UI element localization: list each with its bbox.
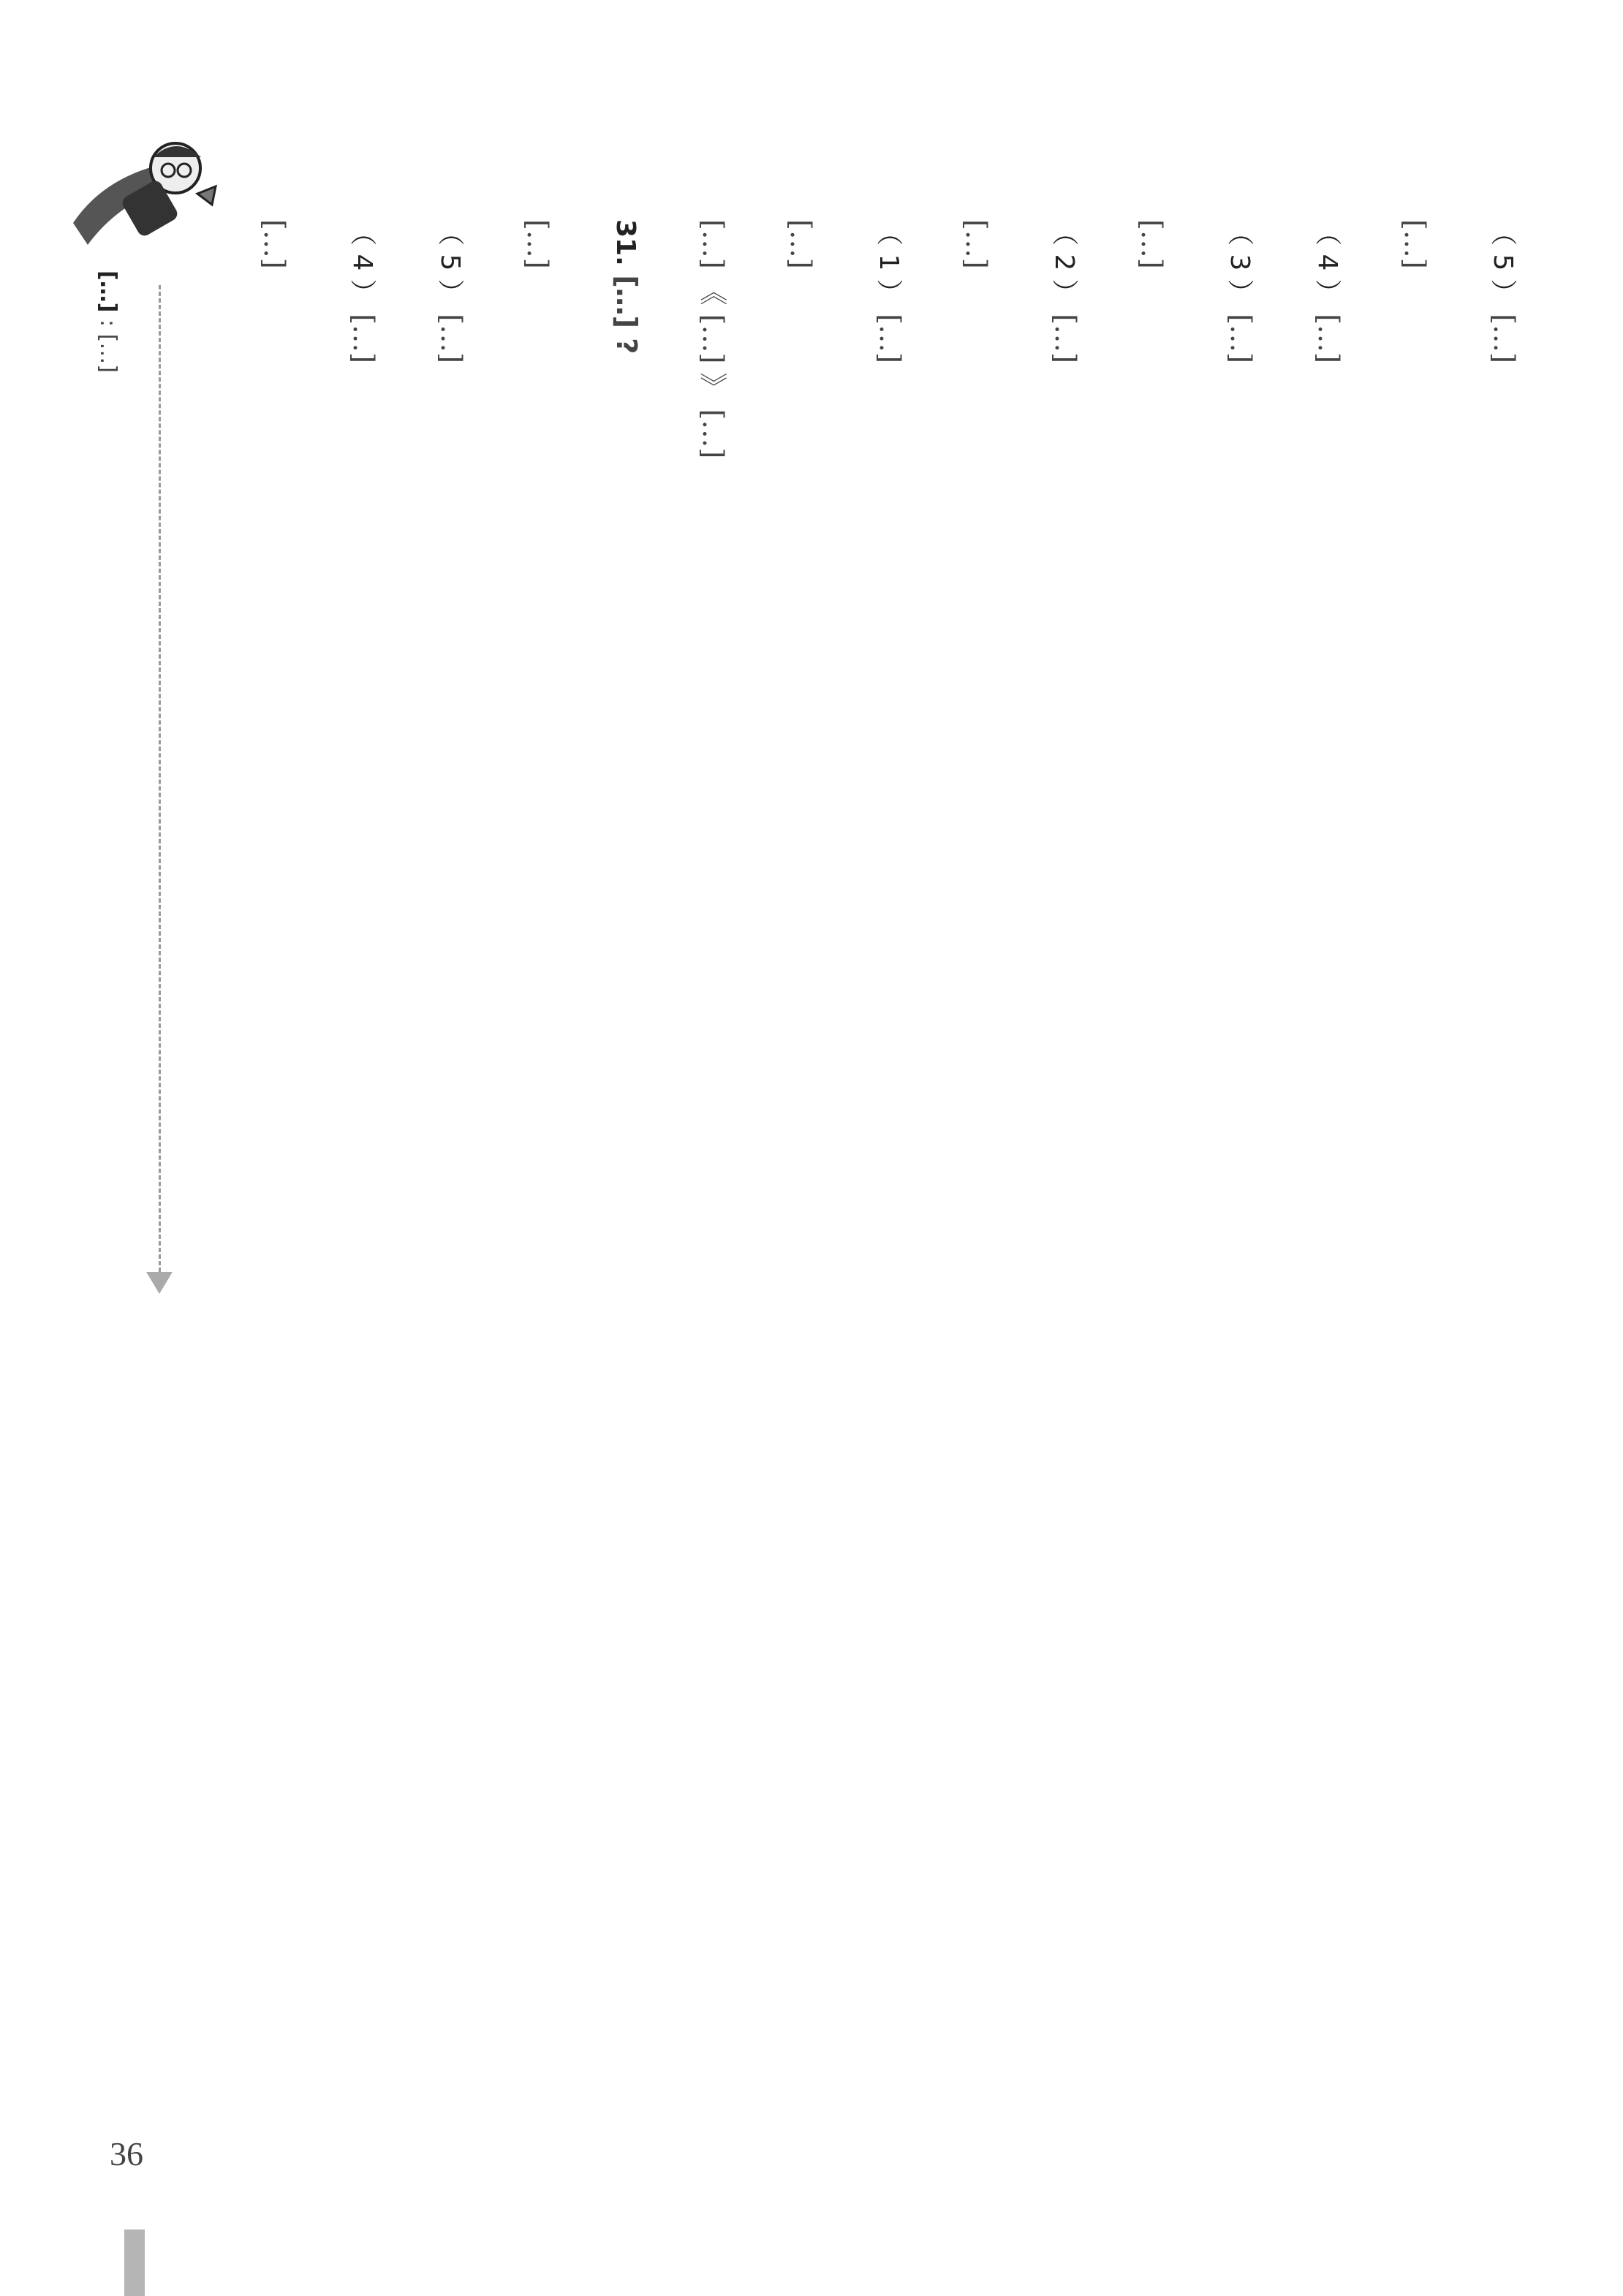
header-arrow-icon xyxy=(146,1272,173,1294)
column-text: […] 《 […] 》 […] xyxy=(697,219,729,459)
item-marker: （ 3 ） xyxy=(1225,219,1255,314)
text-column xyxy=(603,219,648,2193)
text-column xyxy=(1217,219,1263,2193)
column-text: […] ? xyxy=(610,275,643,355)
header-dashed-rule xyxy=(159,285,161,1272)
column-text: […] xyxy=(784,219,817,269)
text-column xyxy=(1042,219,1087,2193)
item-marker: （ 1 ） xyxy=(874,219,904,314)
item-marker: （ 5 ） xyxy=(435,219,465,314)
item-marker: （ 5 ） xyxy=(1488,219,1518,314)
mascot-illustration xyxy=(58,135,227,259)
text-column xyxy=(515,219,559,2193)
text-column xyxy=(954,219,998,2193)
header-title: […] xyxy=(95,270,121,313)
text-column xyxy=(252,219,296,2193)
text-column xyxy=(340,219,385,2193)
column-text: […] xyxy=(1135,219,1168,269)
column-text: […] xyxy=(435,314,467,363)
page-edge-tab xyxy=(124,2229,145,2296)
column-text: […] xyxy=(1225,314,1257,363)
item-marker: （ 4 ） xyxy=(1312,219,1342,314)
text-column xyxy=(428,219,473,2193)
text-column xyxy=(1130,219,1173,2193)
column-text: […] xyxy=(1399,219,1431,269)
column-text: […] xyxy=(1049,314,1081,363)
text-column xyxy=(779,219,822,2193)
text-column xyxy=(1305,219,1350,2193)
item-marker: 31. xyxy=(610,219,640,276)
running-header: […] : […] xyxy=(95,270,121,374)
column-text: […] xyxy=(347,314,379,363)
item-marker: （ 2 ） xyxy=(1049,219,1079,314)
column-text: […] xyxy=(258,219,290,269)
column-text: […] xyxy=(1488,314,1520,363)
column-text: […] xyxy=(874,314,906,363)
text-column xyxy=(1480,219,1526,2193)
header-subtitle: […] xyxy=(95,333,121,374)
column-text: […] xyxy=(1312,314,1344,363)
item-marker: （ 4 ） xyxy=(347,219,377,314)
text-column xyxy=(1393,219,1437,2193)
text-column xyxy=(866,219,912,2193)
column-text: […] xyxy=(960,219,992,269)
column-text: […] xyxy=(521,219,553,269)
page-number: 36 xyxy=(110,2135,143,2172)
text-column xyxy=(691,219,735,2193)
